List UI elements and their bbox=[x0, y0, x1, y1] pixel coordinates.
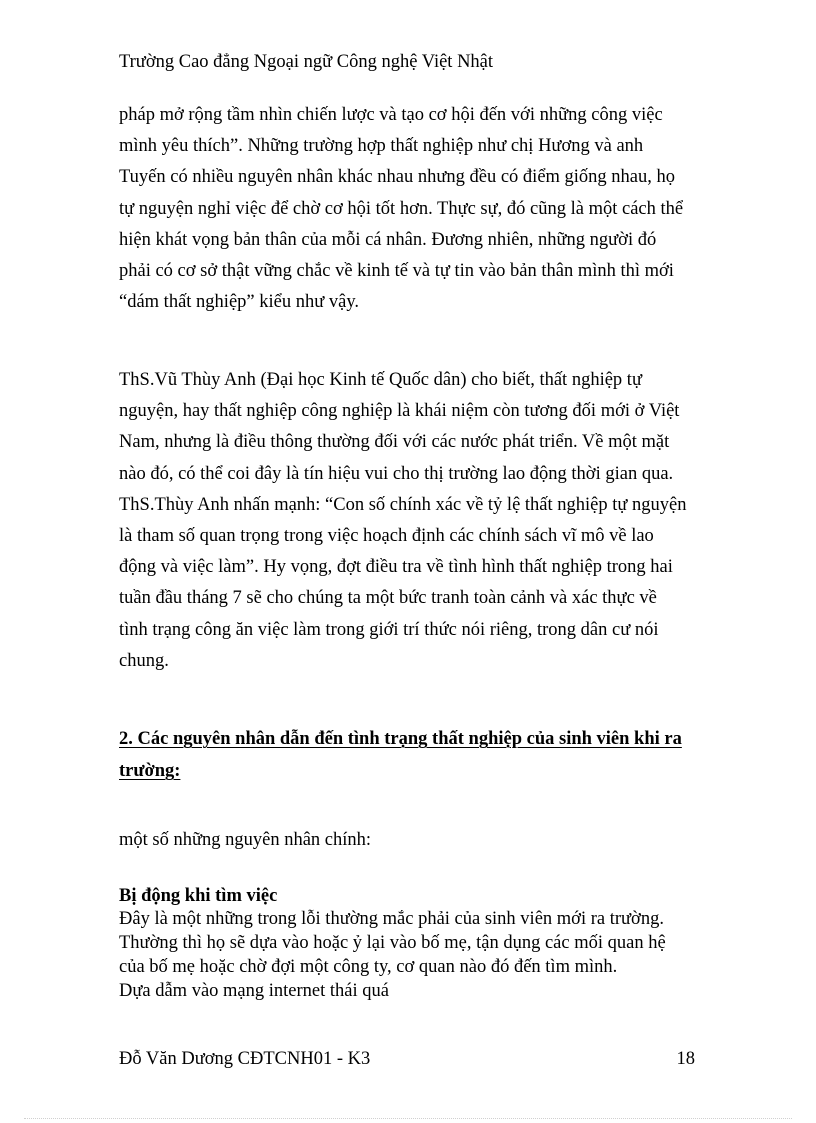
body-line: của bố mẹ hoặc chờ đợi một công ty, cơ quan nào đó đến tìm mình. bbox=[119, 957, 618, 977]
paragraph-line: phải có cơ sở thật vững chắc về kinh tế và tự tin vào bản thân mình thì mới bbox=[119, 261, 674, 282]
paragraph-voluntary-unemployment bbox=[119, 100, 719, 318]
paragraph-line: nguyện, hay thất nghiệp công nghiệp là khái niệm còn tương đối mới ở Việt bbox=[119, 401, 680, 422]
section-heading-line: 2. Các nguyên nhân dẫn đến tình trạng thất nghiệp của sinh viên khi ra bbox=[119, 729, 682, 749]
paragraph-line: “dám thất nghiệp” kiểu như vậy. bbox=[119, 292, 360, 313]
footer-page-number: 18 bbox=[676, 1049, 695, 1069]
paragraph-line: mình yêu thích”. Những trường hợp thất nghiệp như chị Hương và anh bbox=[119, 136, 644, 157]
paragraph-line: ThS.Thùy Anh nhấn mạnh: “Con số chính xác về tỷ lệ thất nghiệp tự nguyện bbox=[119, 494, 687, 515]
page-header: Trường Cao đẳng Ngoại ngữ Công nghệ Việt Nhật bbox=[119, 52, 494, 72]
paragraph-line: tự nguyện nghỉ việc để chờ cơ hội tốt hơn. Thực sự, đó cũng là một cách thể bbox=[119, 198, 684, 219]
subsection-title: Bị động khi tìm việc bbox=[119, 886, 278, 906]
section-intro: một số những nguyên nhân chính: bbox=[119, 830, 372, 850]
paragraph-line: Nam, nhưng là điều thông thường đối với các nước phát triển. Về một mặt bbox=[119, 432, 670, 453]
paragraph-line: tình trạng công ăn việc làm trong giới trí thức nói riêng, trong dân cư nói bbox=[119, 619, 659, 640]
paragraph-line: pháp mở rộng tầm nhìn chiến lược và tạo cơ hội đến với những công việc bbox=[119, 105, 663, 125]
paragraph-line: hiện khát vọng bản thân của mỗi cá nhân. Đương nhiên, những người đó bbox=[119, 229, 657, 250]
section-heading-line: trường: bbox=[119, 761, 181, 781]
footer-author: Đỗ Văn Dương CĐTCNH01 - K3 bbox=[119, 1049, 371, 1069]
body-line: Thường thì họ sẽ dựa vào hoặc ỷ lại vào bố mẹ, tận dụng các mối quan hệ bbox=[119, 933, 666, 953]
subsection-body bbox=[119, 907, 666, 1003]
paragraph-line: nào đó, có thể coi đây là tín hiệu vui cho thị trường lao động thời gian qua. bbox=[119, 463, 674, 484]
page-edge-divider bbox=[24, 1118, 792, 1119]
paragraph-line: tuần đầu tháng 7 sẽ cho chúng ta một bức tranh toàn cảnh và xác thực về bbox=[119, 588, 657, 609]
paragraph-line: Tuyến có nhiều nguyên nhân khác nhau nhưng đều có điểm giống nhau, họ bbox=[119, 167, 676, 188]
paragraph-line: là tham số quan trọng trong việc hoạch định các chính sách vĩ mô về lao bbox=[119, 526, 654, 547]
paragraph-line: động và việc làm”. Hy vọng, đợt điều tra về tình hình thất nghiệp trong hai bbox=[119, 557, 673, 578]
paragraph-line: chung. bbox=[119, 650, 169, 671]
paragraph-expert-quote bbox=[119, 365, 719, 677]
section-heading bbox=[119, 723, 682, 787]
body-line: Đây là một những trong lỗi thường mắc phải của sinh viên mới ra trường. bbox=[119, 909, 664, 929]
body-line: Dựa dẫm vào mạng internet thái quá bbox=[119, 981, 389, 1001]
paragraph-line: ThS.Vũ Thùy Anh (Đại học Kinh tế Quốc dân) cho biết, thất nghiệp tự bbox=[119, 370, 642, 390]
